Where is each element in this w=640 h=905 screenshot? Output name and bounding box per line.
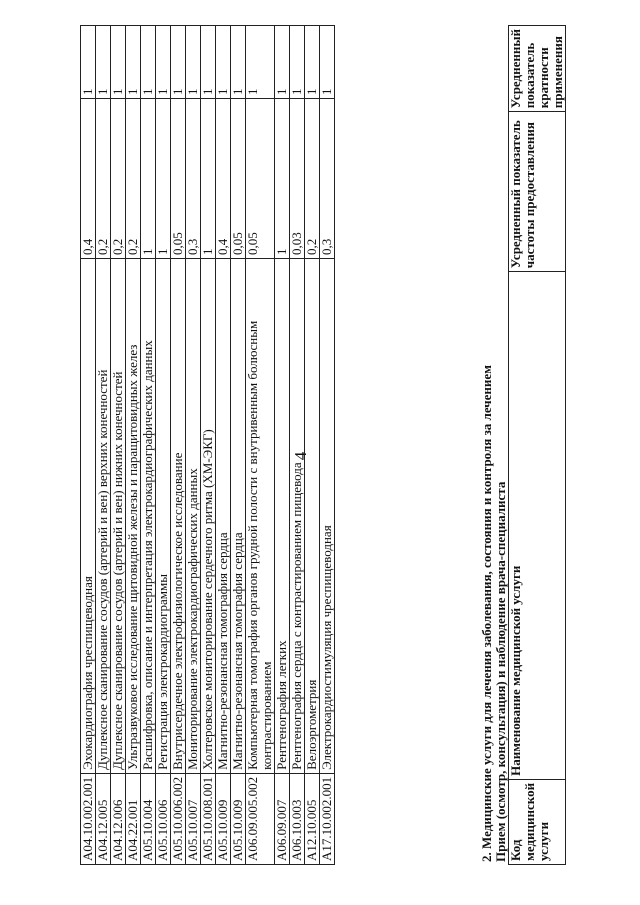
code-cell: A05.10.009 bbox=[231, 773, 246, 864]
table-row bbox=[186, 26, 201, 865]
code-cell: A05.10.004 bbox=[141, 773, 156, 864]
name-cell: Расшифровка, описание и интерпретация электрокардиографических данных bbox=[141, 259, 156, 774]
services-table-body bbox=[81, 26, 335, 865]
header-code: Код медицинской услуги bbox=[509, 779, 566, 864]
frequency-cell: 0,3 bbox=[320, 99, 335, 259]
multiplicity-cell: 1 bbox=[141, 26, 156, 99]
table-row bbox=[275, 26, 290, 865]
section-title: 2. Медицинские услуги для лечения заболевания, состояния и контроля за лечением bbox=[479, 364, 494, 862]
frequency-cell: 0,2 bbox=[111, 99, 126, 259]
frequency-cell: 0,05 bbox=[231, 99, 246, 259]
code-cell: A17.10.002.001 bbox=[320, 773, 335, 864]
name-cell: Эхокардиография чреспищеводная bbox=[81, 259, 96, 774]
code-cell: A05.10.006.002 bbox=[171, 773, 186, 864]
table-row bbox=[216, 26, 231, 865]
code-cell: A06.10.003 bbox=[290, 773, 305, 864]
multiplicity-cell: 1 bbox=[290, 26, 305, 99]
frequency-cell: 0,05 bbox=[246, 99, 275, 259]
name-cell: Электрокардиостимуляция чреспищеводная bbox=[320, 259, 335, 774]
name-cell: Холтеровское мониторирование сердечного ритма (ХМ-ЭКГ) bbox=[201, 259, 216, 774]
multiplicity-cell: 1 bbox=[111, 26, 126, 99]
table-row bbox=[290, 26, 305, 865]
frequency-cell: 0,2 bbox=[305, 99, 320, 259]
page-number: 4 bbox=[291, 451, 310, 461]
code-cell: A04.22.001 bbox=[126, 773, 141, 864]
table-row bbox=[201, 26, 216, 865]
header-frequency: Усредненный показатель частоты предоставления bbox=[509, 112, 566, 272]
table-row bbox=[156, 26, 171, 865]
multiplicity-cell: 1 bbox=[156, 26, 171, 99]
table-row bbox=[320, 26, 335, 865]
name-cell: Внутрисердечное электрофизиологическое исследование bbox=[171, 259, 186, 774]
multiplicity-cell: 1 bbox=[96, 26, 111, 99]
code-cell: A04.10.002.001 bbox=[81, 773, 96, 864]
name-cell: Магнитно-резонансная томография сердца bbox=[216, 259, 231, 774]
services-table bbox=[80, 25, 335, 865]
table-row bbox=[141, 26, 156, 865]
header-multiplicity: Усредненный показатель кратности применения bbox=[509, 26, 566, 112]
frequency-cell: 0,3 bbox=[186, 99, 201, 259]
name-cell: Регистрация электрокардиограммы bbox=[156, 259, 171, 774]
multiplicity-cell: 1 bbox=[305, 26, 320, 99]
frequency-cell: 0,2 bbox=[96, 99, 111, 259]
code-cell: A04.12.006 bbox=[111, 773, 126, 864]
multiplicity-cell: 1 bbox=[186, 26, 201, 99]
table-row bbox=[81, 26, 96, 865]
code-cell: A04.12.005 bbox=[96, 773, 111, 864]
header-name: Наименование медицинской услуги bbox=[509, 272, 566, 780]
consultation-table bbox=[508, 25, 566, 865]
table-header-row bbox=[509, 26, 566, 865]
name-cell: Ультразвуковое исследование щитовидной железы и паращитовидных желез bbox=[126, 259, 141, 774]
frequency-cell: 0,2 bbox=[126, 99, 141, 259]
table-row bbox=[126, 26, 141, 865]
table-row bbox=[96, 26, 111, 865]
table-row bbox=[231, 26, 246, 865]
frequency-cell: 0,4 bbox=[81, 99, 96, 259]
multiplicity-cell: 1 bbox=[201, 26, 216, 99]
name-cell: Велоэргометрия bbox=[305, 259, 320, 774]
name-cell: Компьютерная томография органов грудной полости с внутривенным болюсным контрастированием bbox=[246, 259, 275, 774]
multiplicity-cell: 1 bbox=[216, 26, 231, 99]
name-cell: Магнитно-резонансная томография сердца bbox=[231, 259, 246, 774]
name-cell: Дуплексное сканирование сосудов (артерий и вен) верхних конечностей bbox=[96, 259, 111, 774]
frequency-cell: 0,03 bbox=[290, 99, 305, 259]
code-cell: A06.09.007 bbox=[275, 773, 290, 864]
code-cell: A05.10.006 bbox=[156, 773, 171, 864]
table-row bbox=[246, 26, 275, 865]
frequency-cell: 1 bbox=[275, 99, 290, 259]
code-cell: A06.09.005.002 bbox=[246, 773, 275, 864]
multiplicity-cell: 1 bbox=[246, 26, 275, 99]
multiplicity-cell: 1 bbox=[81, 26, 96, 99]
name-cell: Рентгенография легких bbox=[275, 259, 290, 774]
frequency-cell: 0,05 bbox=[171, 99, 186, 259]
multiplicity-cell: 1 bbox=[126, 26, 141, 99]
table-row bbox=[305, 26, 320, 865]
frequency-cell: 1 bbox=[201, 99, 216, 259]
code-cell: A05.10.008.001 bbox=[201, 773, 216, 864]
multiplicity-cell: 1 bbox=[320, 26, 335, 99]
section-heading bbox=[480, 32, 508, 862]
frequency-cell: 1 bbox=[141, 99, 156, 259]
frequency-cell: 0,4 bbox=[216, 99, 231, 259]
multiplicity-cell: 1 bbox=[275, 26, 290, 99]
multiplicity-cell: 1 bbox=[231, 26, 246, 99]
section-subtitle: Прием (осмотр, консультация) и наблюдение врача-специалиста bbox=[493, 481, 508, 862]
rotated-page-content bbox=[80, 25, 640, 865]
table-row bbox=[111, 26, 126, 865]
code-cell: A05.10.009 bbox=[216, 773, 231, 864]
multiplicity-cell: 1 bbox=[171, 26, 186, 99]
table-row bbox=[171, 26, 186, 865]
name-cell: Дуплексное сканирование сосудов (артерий и вен) нижних конечностей bbox=[111, 259, 126, 774]
frequency-cell: 1 bbox=[156, 99, 171, 259]
code-cell: A12.10.005 bbox=[305, 773, 320, 864]
name-cell: Рентгенография сердца с контрастированием пищевода bbox=[290, 259, 305, 774]
name-cell: Мониторирование электрокардиографических данных bbox=[186, 259, 201, 774]
code-cell: A05.10.007 bbox=[186, 773, 201, 864]
